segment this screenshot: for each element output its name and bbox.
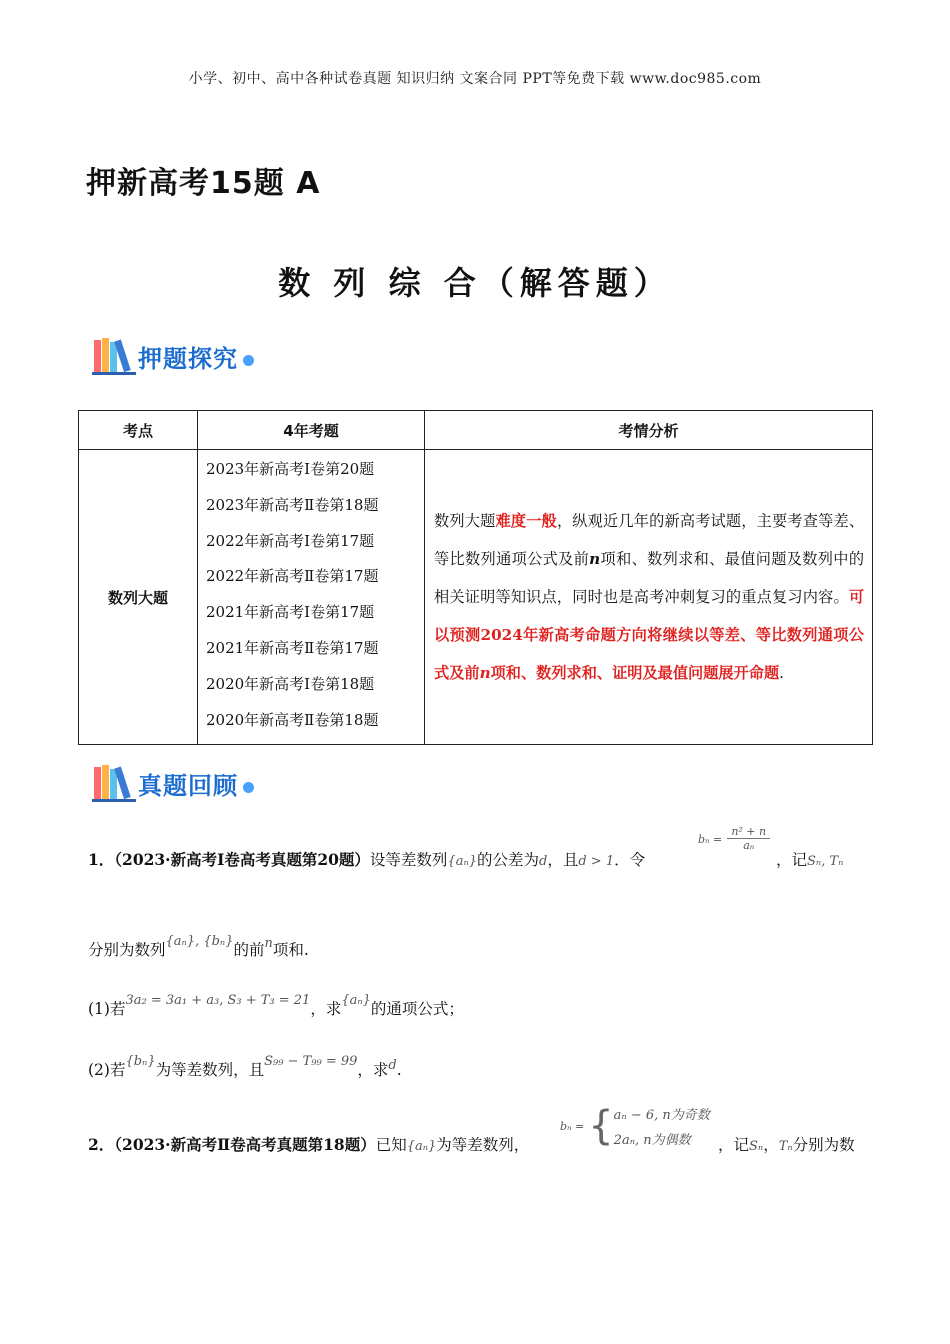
math-bn-def [698,825,770,852]
math-an: {aₙ} [406,1139,437,1154]
math-case-odd: aₙ − 6, n为奇数 [613,1108,710,1123]
math-bn: bₙ = [560,1119,585,1133]
math-sn: Sₙ [749,1139,764,1154]
frac-den: aₙ [743,839,755,852]
q-text: 为等差数列，且 [155,1061,265,1079]
books-icon [92,763,138,803]
books-icon [92,336,138,376]
question-1-line2 [88,934,309,960]
q-text: 的前 [233,941,265,959]
q-text: (2)若 [88,1061,126,1079]
analysis-text: ，纵观近几年的新高考试题，主要考查等差、等比数列通项公式及前 [434,512,865,569]
col-header-analysis: 考情分析 [425,411,873,450]
year-item: 2020年新高考Ⅱ卷第18题 [206,710,379,729]
math-an: {aₙ} [447,854,477,869]
q-text: ，且 [547,851,579,869]
year-item: 2021年新高考Ⅰ卷第17题 [206,603,375,622]
q-text: 为等差数列， [436,1136,530,1154]
page-subtitle: 数 列 综 合（解答题） [278,264,672,302]
q-text: ，记 [718,1136,750,1154]
math-fraction [727,825,770,852]
question-1-line1 [88,848,645,870]
question-number: 1． [88,850,115,869]
frac-num: n² + n [727,825,770,839]
q-text: . [396,1061,402,1079]
q-text: ，求 [310,1000,342,1018]
question-2-line1b [718,1133,855,1155]
analysis-text: 数列大题 [434,512,496,531]
analysis-text: . [779,664,784,683]
year-item: 2021年新高考Ⅱ卷第17题 [206,638,379,657]
year-item: 2023年新高考Ⅱ卷第18题 [206,495,379,514]
year-item: 2022年新高考Ⅱ卷第17题 [206,567,379,586]
math-sn-tn: Sₙ, Tₙ [807,854,844,869]
years-cell [198,450,425,745]
topic-cell: 数列大题 [79,450,198,745]
question-1-line1b [776,848,843,870]
q-text: 分别为数 [792,1136,855,1154]
analysis-highlight: 项和、数列求和、证明及最值问题展开命题 [490,664,780,683]
section-header-explore [92,336,254,376]
q-text: ．令 [614,851,646,869]
table-header-row [79,411,873,450]
math-case-even: 2aₙ, n为偶数 [613,1133,691,1148]
math-bn-set: {bₙ} [125,1054,156,1069]
analysis-highlight: 可以预测2024年新高考命题方向将继续以等差、等比数列通项公式及前 [434,588,864,683]
q-text: ，求 [357,1061,389,1079]
q-text: 的通项公式； [370,1000,464,1018]
piecewise-cases [614,1104,710,1148]
col-header-years: 4年考题 [198,411,425,450]
analysis-n: n [479,664,491,683]
q-text: 已知 [375,1136,407,1154]
math-bn: bₙ = [698,833,723,846]
analysis-highlight: 难度一般 [495,512,557,531]
section-label: 押题探究 [138,344,238,373]
q-text: 分别为数列 [88,941,166,959]
col-header-topic: 考点 [79,411,198,450]
year-item: 2022年新高考Ⅰ卷第17题 [206,531,375,550]
q-text: ，记 [776,851,808,869]
math-d: d [388,1058,397,1073]
q-text: ， [763,1136,779,1154]
table-row [79,450,873,745]
year-item: 2020年新高考Ⅰ卷第18题 [206,674,375,693]
analysis-cell [425,450,873,745]
exam-analysis-table [78,410,873,745]
q-text: 的公差为 [476,851,539,869]
math-n: n [264,936,273,951]
q-text: 项和. [272,941,309,959]
question-1-part1 [88,993,464,1019]
question-number: 2． [88,1135,115,1154]
question-1-part2 [88,1054,402,1080]
page-header: 小学、初中、高中各种试卷真题 知识归纳 文案合同 PPT等免费下载 www.doc985.com [188,71,762,87]
dot-icon [243,782,254,793]
q-text: (1)若 [88,1000,126,1018]
analysis-text: 项和、数列求和、最值问题及数列中的相关证明等知识点，同时也是高考冲刺复习的重点复习内容。 [434,550,865,607]
math-an-bn: {aₙ}, {bₙ} [165,934,234,949]
section-label: 真题回顾 [138,771,238,800]
math-cond2: S₉₉ − T₉₉ = 99 [264,1054,358,1069]
section-header-review [92,763,254,803]
math-cond1: 3a₂ = 3a₁ + a₃, S₃ + T₃ = 21 [125,993,311,1008]
analysis-n: n [589,550,601,569]
q-text: 设等差数列 [369,851,448,869]
brace-icon: { [588,1103,614,1149]
math-d-gt-1: d > 1 [578,854,615,869]
math-an: {aₙ} [341,993,371,1008]
dot-icon [243,355,254,366]
question-2-line1 [88,1133,529,1155]
math-d: d [539,854,548,869]
year-item: 2023年新高考Ⅰ卷第20题 [206,460,375,478]
math-tn: Tₙ [778,1139,793,1154]
question-source: （2023·新高考Ⅰ卷高考真题第20题） [114,850,370,869]
question-source: （2023·新高考Ⅱ卷高考真题第18题） [114,1135,376,1154]
math-bn-piecewise [560,1104,710,1148]
page-title: 押新高考15题 A [86,166,321,201]
